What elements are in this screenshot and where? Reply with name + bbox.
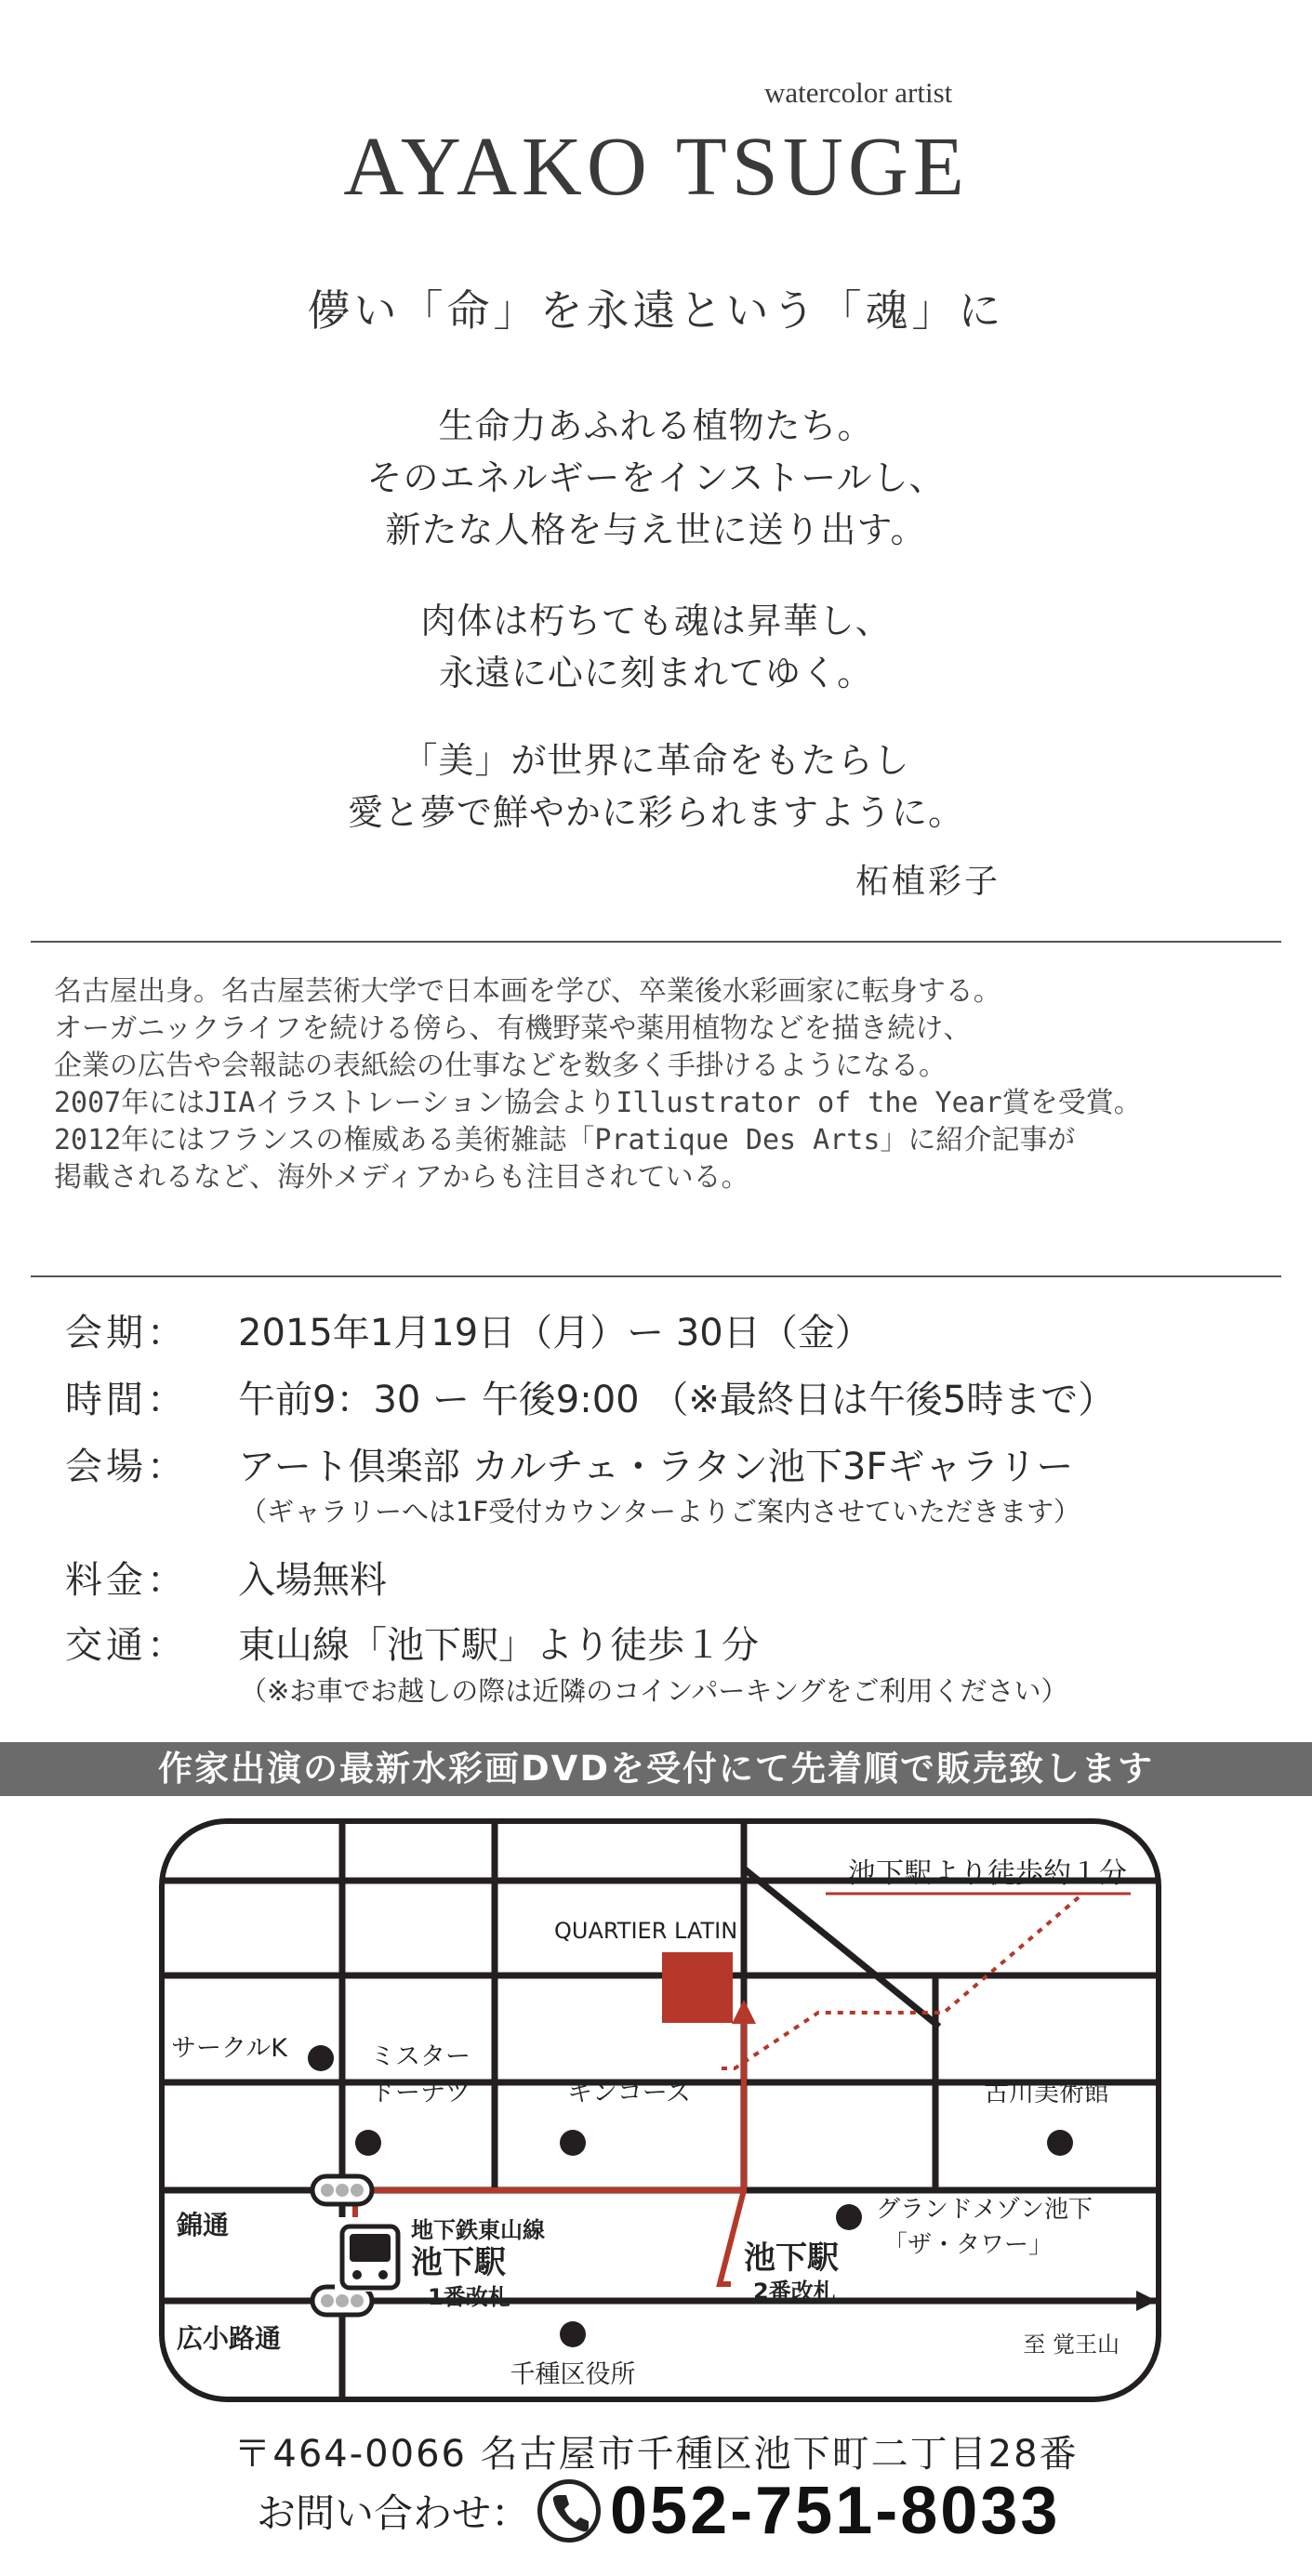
ward-office-marker [560, 2321, 586, 2347]
poem-stanza-2 [0, 595, 1312, 699]
info-label: 時間： [65, 1379, 188, 1421]
kakuozan-arrow [1136, 2291, 1157, 2311]
circle-k-marker [308, 2045, 334, 2071]
phone-number[interactable]: 052-751-8033 [610, 2474, 1061, 2548]
quartier-latin-logo: QUARTIER LATIN [554, 1918, 738, 1944]
subway-train-icon [342, 2226, 398, 2288]
walk-note: 池下駅より徒歩約１分 [848, 1857, 1127, 1890]
traffic-signal-icon [312, 2176, 372, 2204]
bio-line: 2007年にはJIAイラストレーション協会よりIllustrator of the Year賞を受賞。 [54, 1087, 1142, 1119]
route-arrow [732, 2000, 756, 2024]
info-value: 午前9：30 ー 午後9:00 （※最終日は午後5時まで） [238, 1379, 1116, 1421]
gate-1-label: 1番改札 [428, 2284, 510, 2310]
poem-stanza-3 [0, 734, 1312, 839]
map-svg [149, 1817, 1172, 2403]
bio-line: 企業の広告や会報誌の表紙絵の仕事などを数多く手掛けるようになる。 [54, 1050, 947, 1082]
info-value: アート倶楽部 カルチェ・ラタン池下3Fギャラリー [238, 1446, 1074, 1488]
map-frame [162, 1821, 1159, 2399]
mister-donut-marker [355, 2130, 381, 2156]
dvd-sale-banner: 作家出演の最新水彩画DVDを受付にて先着順で販売致します [0, 1742, 1312, 1796]
access-note: （※お車でお越しの際は近隣のコインパーキングをご利用ください） [240, 1675, 1068, 1707]
station-name-label: 池下駅 [411, 2244, 506, 2281]
info-period [65, 1303, 872, 1356]
contact-label: お問い合わせ： [257, 2490, 531, 2536]
venue-note: （ギャラリーへは1F受付カウンターよりご案内させていただきます） [240, 1496, 1080, 1527]
venue-marker [662, 1952, 733, 2023]
poem-line: そのエネルギーをインストールし、 [366, 457, 946, 498]
station-name-label: 池下駅 [744, 2239, 839, 2277]
hirokoji-dori-label: 広小路通 [177, 2323, 282, 2354]
bio-line: 名古屋出身。名古屋芸術大学で日本画を学び、卒業後水彩画家に転身する。 [54, 975, 1001, 1008]
divider [31, 1275, 1281, 1277]
subway-line-label: 地下鉄東山線 [411, 2217, 545, 2243]
info-label: 料金： [65, 1559, 188, 1602]
poem-line: 「美」が世界に革命をもたらし [402, 740, 910, 781]
address: 〒464-0066 名古屋市千種区池下町二丁目28番 [233, 2433, 1079, 2476]
road-grid [149, 1817, 1172, 2403]
poem-stanza-1 [0, 400, 1312, 556]
mister-donut-label: ミスター [370, 2042, 470, 2071]
furukawa-museum-marker [1047, 2130, 1073, 2156]
kakuozan-label: 至 覚王山 [1023, 2332, 1120, 2358]
bio-line: オーガニックライフを続ける傍ら、有機野菜や薬用植物などを描き続け、 [54, 1012, 972, 1045]
poem-line: 新たな人格を与え世に送り出す。 [385, 509, 927, 550]
nishiki-dori-label: 錦通 [177, 2210, 230, 2240]
grand-maison-label: 「ザ・タワー」 [883, 2231, 1054, 2259]
poem-line: 生命力あふれる植物たち。 [438, 405, 874, 446]
info-hours [65, 1370, 1115, 1423]
phone-icon [537, 2479, 601, 2543]
artist-name-title: AYAKO TSUGE [343, 121, 969, 213]
kinkos-marker [560, 2130, 586, 2156]
info-value: 入場無料 [238, 1559, 387, 1602]
contact-line [257, 2473, 1060, 2547]
info-label: 交通： [65, 1624, 188, 1667]
info-value: 2015年1月19日（月）ー 30日（金） [238, 1312, 872, 1354]
circle-k-label: サークルK [171, 2034, 287, 2063]
info-label: 会期： [65, 1312, 188, 1354]
info-value: 東山線「池下駅」より徒歩１分 [238, 1624, 759, 1667]
signature: 柘植彩子 [855, 863, 1001, 901]
gate-2-label: 2番改札 [753, 2279, 836, 2305]
exit-route-line [720, 2190, 744, 2284]
grand-maison-marker [836, 2204, 862, 2230]
kinkos-label: キンコーズ [567, 2079, 692, 2107]
poem-line: 愛と夢で鮮やかに彩られますように。 [347, 792, 964, 833]
bio-line: 2012年にはフランスの権威ある美術雑誌「Pratique Des Arts」に紹介記事が [54, 1124, 1076, 1156]
grand-maison-label: グランドメゾン池下 [876, 2196, 1093, 2224]
artist-bio [54, 973, 1272, 1196]
ward-office-label: 千種区役所 [510, 2360, 636, 2389]
tagline: 儚い「命」を永遠という「魂」に [307, 285, 1005, 336]
info-access [65, 1616, 759, 1669]
mister-donut-label: ドーナツ [370, 2079, 470, 2107]
poem-line: 永遠に心に刻まれてゆく。 [438, 653, 874, 694]
access-map [149, 1817, 1172, 2403]
info-label: 会場： [65, 1446, 188, 1488]
info-fee [65, 1551, 387, 1604]
bio-line: 掲載されるなど、海外メディアからも注目されている。 [54, 1161, 749, 1194]
furukawa-museum-label: 古川美術館 [984, 2079, 1109, 2107]
subtitle: watercolor artist [764, 76, 953, 109]
info-venue [65, 1437, 1073, 1490]
walk-dotted-route [716, 1897, 1079, 2068]
divider [31, 941, 1281, 943]
poem-line: 肉体は朽ちても魂は昇華し、 [420, 601, 892, 641]
